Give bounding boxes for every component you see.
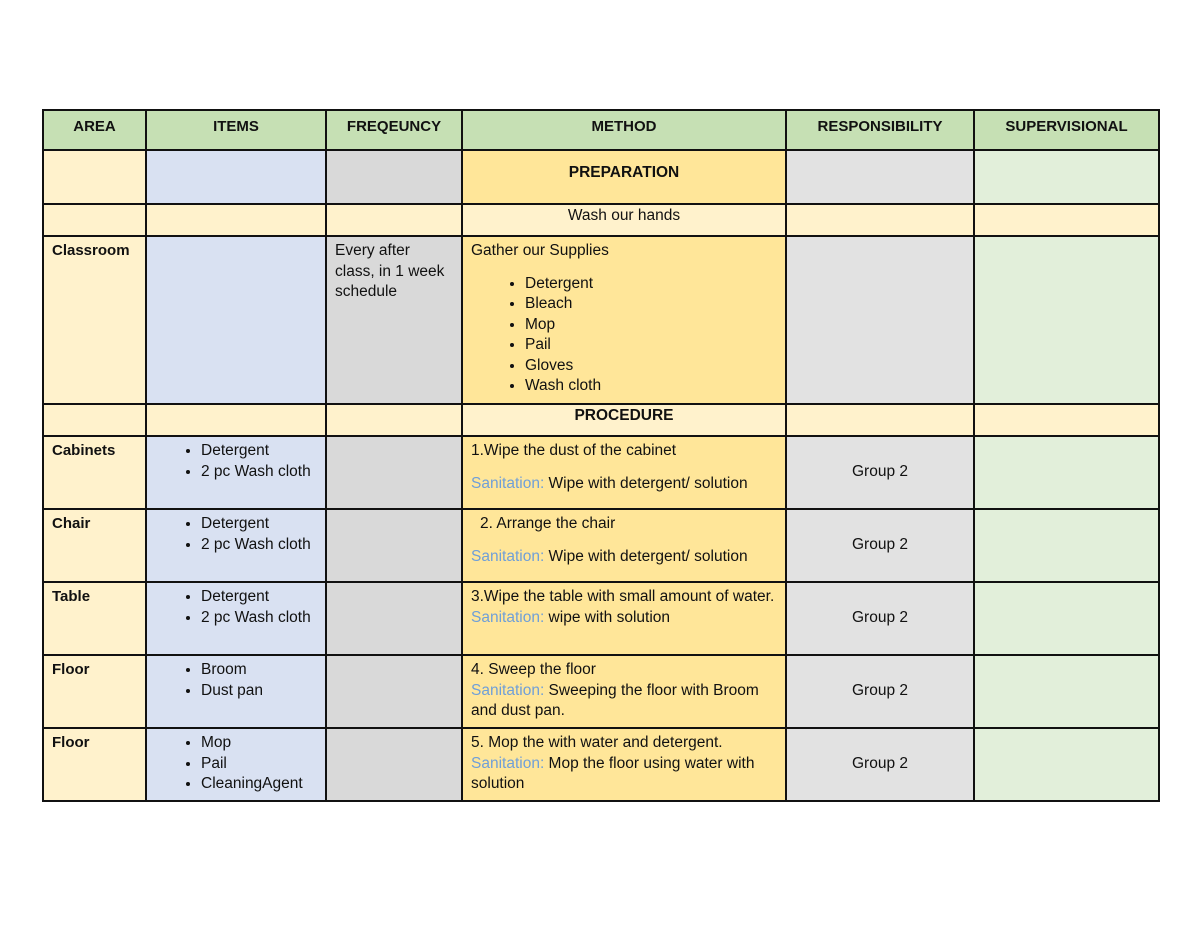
- supervisional-cell: [974, 582, 1159, 655]
- preparation-title-row: [43, 150, 1159, 204]
- wash-hands-text: Wash our hands: [462, 204, 786, 236]
- frequency-cell: [326, 436, 462, 509]
- sanitation-label: Sanitation:: [471, 474, 545, 492]
- supervisional-cell: [974, 728, 1159, 801]
- area-label: Floor: [43, 655, 146, 728]
- cleaning-schedule-table: [42, 109, 1160, 802]
- procedure-row: [43, 728, 1159, 801]
- item-entry: • Broom: [201, 660, 317, 681]
- header-items: ITEMS: [146, 110, 326, 150]
- procedure-row: [43, 509, 1159, 582]
- item-entry: • Detergent: [201, 587, 317, 608]
- items-cell: [146, 436, 326, 509]
- area-label: Floor: [43, 728, 146, 801]
- responsibility-cell: Group 2: [786, 655, 974, 728]
- supply-item: • Mop: [525, 315, 777, 336]
- items-cell: [146, 509, 326, 582]
- procedure-row: [43, 655, 1159, 728]
- items-cell: [146, 582, 326, 655]
- method-cell: [462, 582, 786, 655]
- area-classroom: Classroom: [43, 236, 146, 404]
- sanitation-label: Sanitation:: [471, 547, 545, 565]
- item-entry: • 2 pc Wash cloth: [201, 535, 317, 556]
- sanitation-text: Sweeping the floor with Broom and dust pan.: [471, 681, 759, 719]
- item-entry: • CleaningAgent: [201, 774, 317, 795]
- item-entry: • Mop: [201, 733, 317, 754]
- header-area: AREA: [43, 110, 146, 150]
- method-cell: [462, 655, 786, 728]
- supply-item: • Gloves: [525, 356, 777, 377]
- items-list: [147, 587, 317, 628]
- supply-item: • Pail: [525, 335, 777, 356]
- classroom-row: [43, 236, 1159, 404]
- sanitation-line: [471, 474, 777, 495]
- sanitation-text: Wipe with detergent/ solution: [544, 474, 748, 492]
- method-cell: [462, 728, 786, 801]
- sanitation-line: [471, 681, 777, 722]
- preparation-title: PREPARATION: [462, 150, 786, 204]
- item-entry: • Dust pan: [201, 681, 317, 702]
- classroom-method: [462, 236, 786, 404]
- method-step: 2. Arrange the chair: [480, 515, 616, 532]
- method-step: 5. Mop the with water and detergent.: [471, 734, 723, 751]
- header-row: [43, 110, 1159, 150]
- items-list: [147, 441, 317, 482]
- method-step: 4. Sweep the floor: [471, 661, 596, 678]
- item-entry: • Detergent: [201, 441, 317, 462]
- method-step: 1.Wipe the dust of the cabinet: [471, 442, 677, 459]
- responsibility-cell: Group 2: [786, 728, 974, 801]
- items-cell: [146, 655, 326, 728]
- item-entry: • 2 pc Wash cloth: [201, 462, 317, 483]
- gather-supplies-text: Gather our Supplies: [471, 242, 609, 259]
- sanitation-text: wipe with solution: [544, 608, 671, 626]
- area-label: Cabinets: [43, 436, 146, 509]
- sanitation-text: Wipe with detergent/ solution: [544, 547, 748, 565]
- spacer: [471, 535, 777, 547]
- sanitation-line: [471, 608, 777, 629]
- procedure-title: PROCEDURE: [462, 404, 786, 436]
- supervisional-cell: [974, 655, 1159, 728]
- sanitation-line: [471, 547, 777, 568]
- sanitation-label: Sanitation:: [471, 681, 545, 699]
- supply-item: • Wash cloth: [525, 376, 777, 397]
- frequency-cell: [326, 728, 462, 801]
- item-entry: • Detergent: [201, 514, 317, 535]
- responsibility-cell: Group 2: [786, 582, 974, 655]
- items-cell: [146, 728, 326, 801]
- items-list: [147, 733, 317, 795]
- supervisional-cell: [974, 436, 1159, 509]
- supply-item: • Detergent: [525, 274, 777, 295]
- header-responsibility: RESPONSIBILITY: [786, 110, 974, 150]
- header-frequency: FREQEUNCY: [326, 110, 462, 150]
- items-list: [147, 660, 317, 701]
- procedure-row: [43, 436, 1159, 509]
- area-label: Chair: [43, 509, 146, 582]
- frequency-cell: [326, 655, 462, 728]
- supply-item: • Bleach: [525, 294, 777, 315]
- sanitation-label: Sanitation:: [471, 754, 545, 772]
- sanitation-label: Sanitation:: [471, 608, 545, 626]
- wash-hands-row: [43, 204, 1159, 236]
- header-supervisional: SUPERVISIONAL: [974, 110, 1159, 150]
- procedure-title-row: [43, 404, 1159, 436]
- method-step: 3.Wipe the table with small amount of water.: [471, 588, 775, 605]
- item-entry: • Pail: [201, 754, 317, 775]
- responsibility-cell: Group 2: [786, 436, 974, 509]
- supervisional-cell: [974, 509, 1159, 582]
- supplies-list: [471, 274, 777, 397]
- items-list: [147, 514, 317, 555]
- sanitation-text: Mop the floor using water with solution: [471, 754, 755, 792]
- header-method: METHOD: [462, 110, 786, 150]
- area-label: Table: [43, 582, 146, 655]
- spacer: [471, 462, 777, 474]
- procedure-rows: [43, 436, 1159, 801]
- frequency-cell: [326, 509, 462, 582]
- method-cell: [462, 509, 786, 582]
- sanitation-line: [471, 754, 777, 795]
- classroom-frequency: Every after class, in 1 week schedule: [326, 236, 462, 404]
- item-entry: • 2 pc Wash cloth: [201, 608, 317, 629]
- method-cell: [462, 436, 786, 509]
- responsibility-cell: Group 2: [786, 509, 974, 582]
- frequency-cell: [326, 582, 462, 655]
- procedure-row: [43, 582, 1159, 655]
